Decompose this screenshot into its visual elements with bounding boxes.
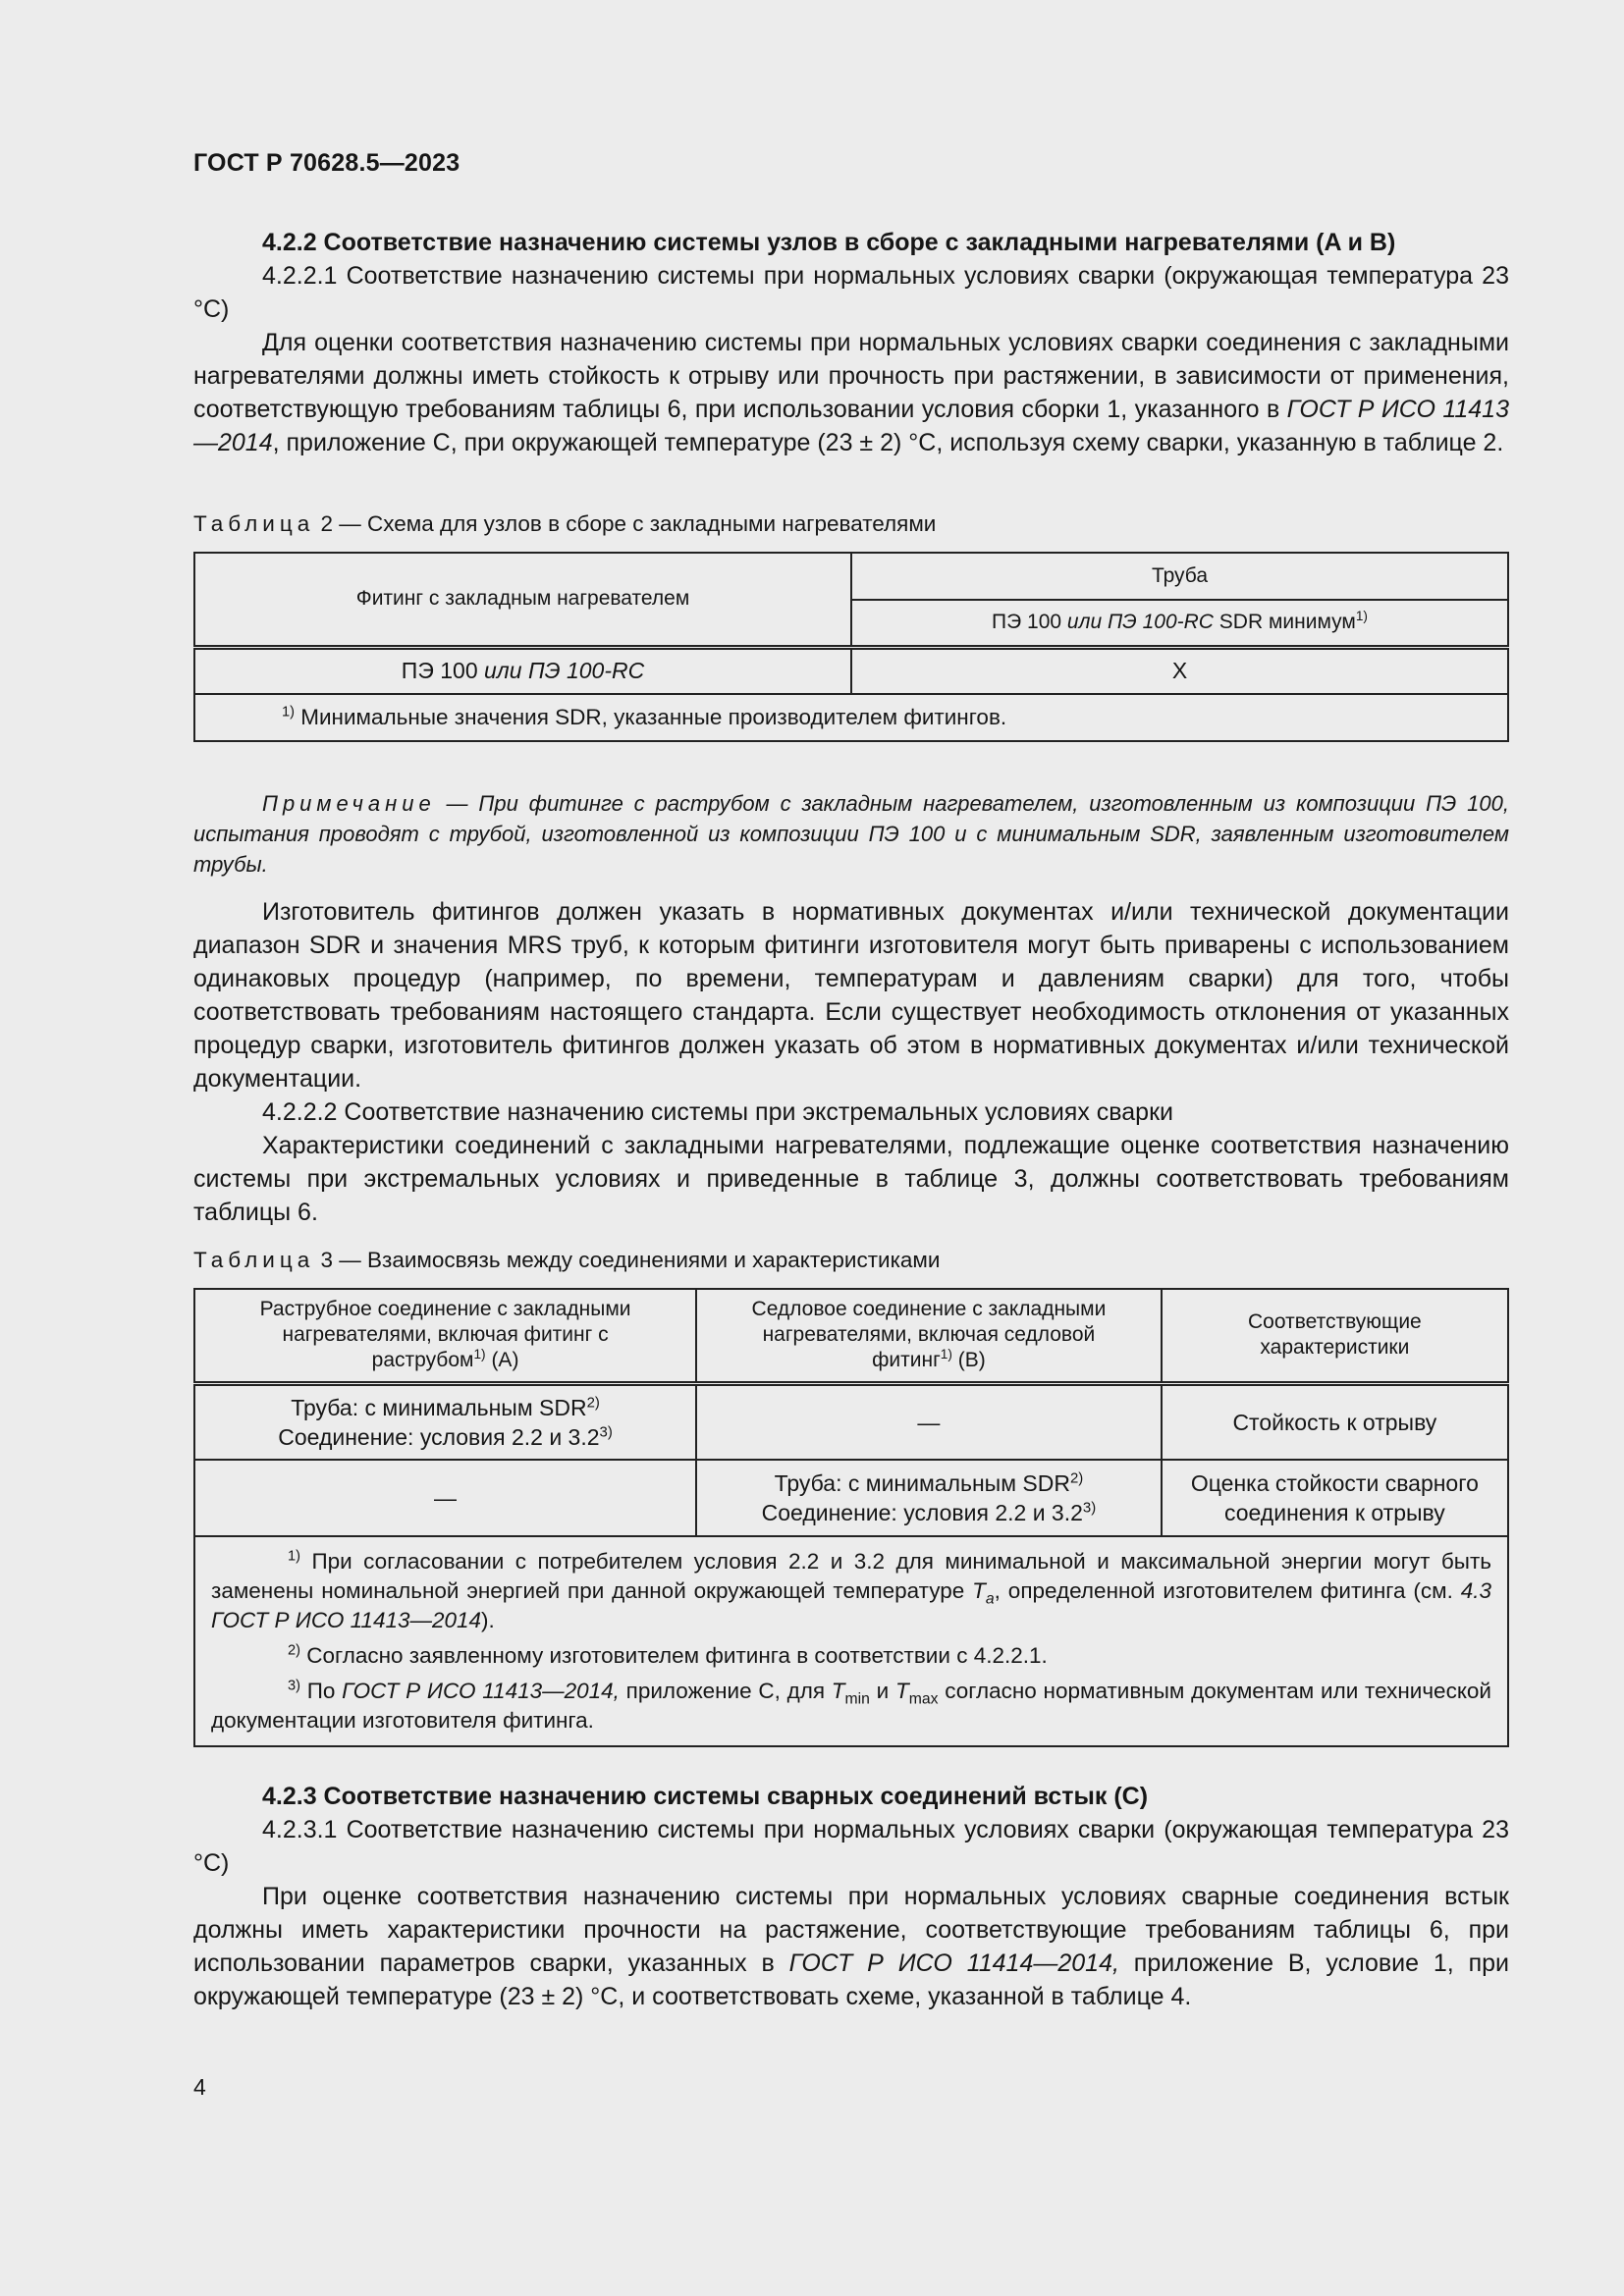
table-footnotes <box>194 1536 1508 1746</box>
reference: ГОСТ Р ИСО 11413—2014 <box>193 396 1509 456</box>
table-cell: — <box>696 1383 1162 1460</box>
table-cell: ПЭ 100 или ПЭ 100-RC <box>194 647 851 694</box>
note-label: Примечание <box>262 791 436 816</box>
section-title: 4.2.3 Соответствие назначению системы сварных соединений встык (С) <box>262 1783 1149 1810</box>
body-text <box>193 895 1509 1229</box>
subsection-4-2-2-1: 4.2.2.1 Соответствие назначению системы при нормальных условиях сварки (окружающая температура 23 °С) <box>193 262 1509 323</box>
table-cell: Труба: с минимальным SDR$^{2)}$ Соединение: условия 2.2 и 3.2$^{3)}$ <box>194 1383 696 1460</box>
table-cell: Оценка стойкости сварного соединения к отрыву <box>1162 1460 1508 1536</box>
table-footnote: $^{1)}$ При согласовании с потребителем условия 2.2 и 3.2 для минимальной и максимальной энергии могут быть заменены номинальной энергией при данной окружающей температуре $T_a$, определенной изготовителем фитинга (см. 4.3 ГОСТ Р ИСО 11413—2014). <box>211 1548 1491 1632</box>
table-cell: — <box>194 1460 696 1536</box>
table-footnote: $^{2)}$ Согласно заявленному изготовителем фитинга в соответствии с 4.2.2.1. <box>288 1642 1048 1668</box>
note-block <box>193 788 1509 880</box>
table-cell: Стойкость к отрыву <box>1162 1383 1508 1460</box>
table-3 <box>193 1288 1509 1747</box>
table-3-block <box>193 1246 1509 1275</box>
paragraph: Характеристики соединений с закладными нагревателями, подлежащие оценке соответствия назначению системы при экстремальных условиях и приведенные в таблице 3, должны соответствовать требованиям таблицы 6. <box>193 1132 1509 1226</box>
table-header-characteristics: Соответствующие характеристики <box>1162 1289 1508 1383</box>
table-caption: Таблица 2 — Схема для узлов в сборе с закладными нагревателями <box>193 511 937 536</box>
paragraph: Для оценки соответствия назначению системы при нормальных условиях сварки соединения с закладными нагревателями должны иметь стойкость к отрыву или прочность при растяжении, в зависимости от применения, соответствующую требованиям таблицы 6, при использовании условия сборки 1, указанного в ГОСТ Р ИСО 11413—2014, приложение С, при окружающей температуре (23 ± 2) °С, используя схему сварки, указанную в таблице 2. <box>193 329 1509 456</box>
table-header-pipe-sub: ПЭ 100 или ПЭ 100-RC SDR минимум$^{1)}$ <box>851 600 1508 647</box>
subsection-4-2-2-2: 4.2.2.2 Соответствие назначению системы при экстремальных условиях сварки <box>262 1098 1173 1126</box>
paragraph: Изготовитель фитингов должен указать в нормативных документах и/или технической документации диапазон SDR и значения MRS труб, к которым фитинги изготовителя могут быть приварены с использованием одинаковых процедур (например, по времени, температурам и давлениям сварки) для того, чтобы соответствовать требованиям настоящего стандарта. Если существует необходимость отклонения от указанных процедур сварки, изготовитель фитингов должен указать об этом в нормативных документах и/или технической документации. <box>193 898 1509 1093</box>
page-number: 4 <box>193 2074 206 2100</box>
table-cell: Труба: с минимальным SDR$^{2)}$ Соединение: условия 2.2 и 3.2$^{3)}$ <box>696 1460 1162 1536</box>
note: Примечание — При фитинге с раструбом с закладным нагревателем, изготовленным из композиции ПЭ 100, испытания проводят с трубой, изготовленной из композиции ПЭ 100 и с минимальным SDR, заявленным изготовителем трубы. <box>193 791 1509 877</box>
table-header-saddle: Седловое соединение с закладными нагревателями, включая седловой фитинг$^{1)}$ (B) <box>696 1289 1162 1383</box>
table-footnote: $^{3)}$ По ГОСТ Р ИСО 11413—2014, приложение С, для $T_{min}$ и $T_{max}$ согласно нормативным документам или технической документации изготовителя фитинга. <box>211 1678 1491 1733</box>
section-title: 4.2.2 Соответствие назначению системы узлов в сборе с закладными нагревателями (A и B) <box>262 229 1396 256</box>
table-header-fitting: Фитинг с закладным нагревателем <box>194 553 851 647</box>
table-caption: Таблица 3 — Взаимосвязь между соединениями и характеристиками <box>193 1248 941 1272</box>
table-header-pipe: Труба <box>851 553 1508 600</box>
table-footnote: $^{1)}$ Минимальные значения SDR, указанные производителем фитингов. <box>194 694 1508 741</box>
section-4-2-2 <box>193 226 1509 459</box>
table-header-socket: Раструбное соединение с закладными нагревателями, включая фитинг с раструбом$^{1)}$ (A) <box>194 1289 696 1383</box>
paragraph: При оценке соответствия назначению системы при нормальных условиях сварные соединения встык должны иметь характеристики прочности на растяжение, соответствующие требованиям таблицы 6, при использовании параметров сварки, указанных в ГОСТ Р ИСО 11414—2014, приложение В, условие 1, при окружающей температуре (23 ± 2) °С, и соответствовать схеме, указанной в таблице 4. <box>193 1883 1509 2010</box>
section-4-2-3 <box>193 1780 1509 2013</box>
document-header: ГОСТ Р 70628.5—2023 <box>193 149 460 177</box>
subsection-4-2-3-1: 4.2.3.1 Соответствие назначению системы при нормальных условиях сварки (окружающая температура 23 °С) <box>193 1816 1509 1877</box>
table-cell: X <box>851 647 1508 694</box>
reference: ГОСТ Р ИСО 11414—2014, <box>788 1949 1119 1977</box>
table-2 <box>193 552 1509 742</box>
table-2-block <box>193 509 1509 539</box>
